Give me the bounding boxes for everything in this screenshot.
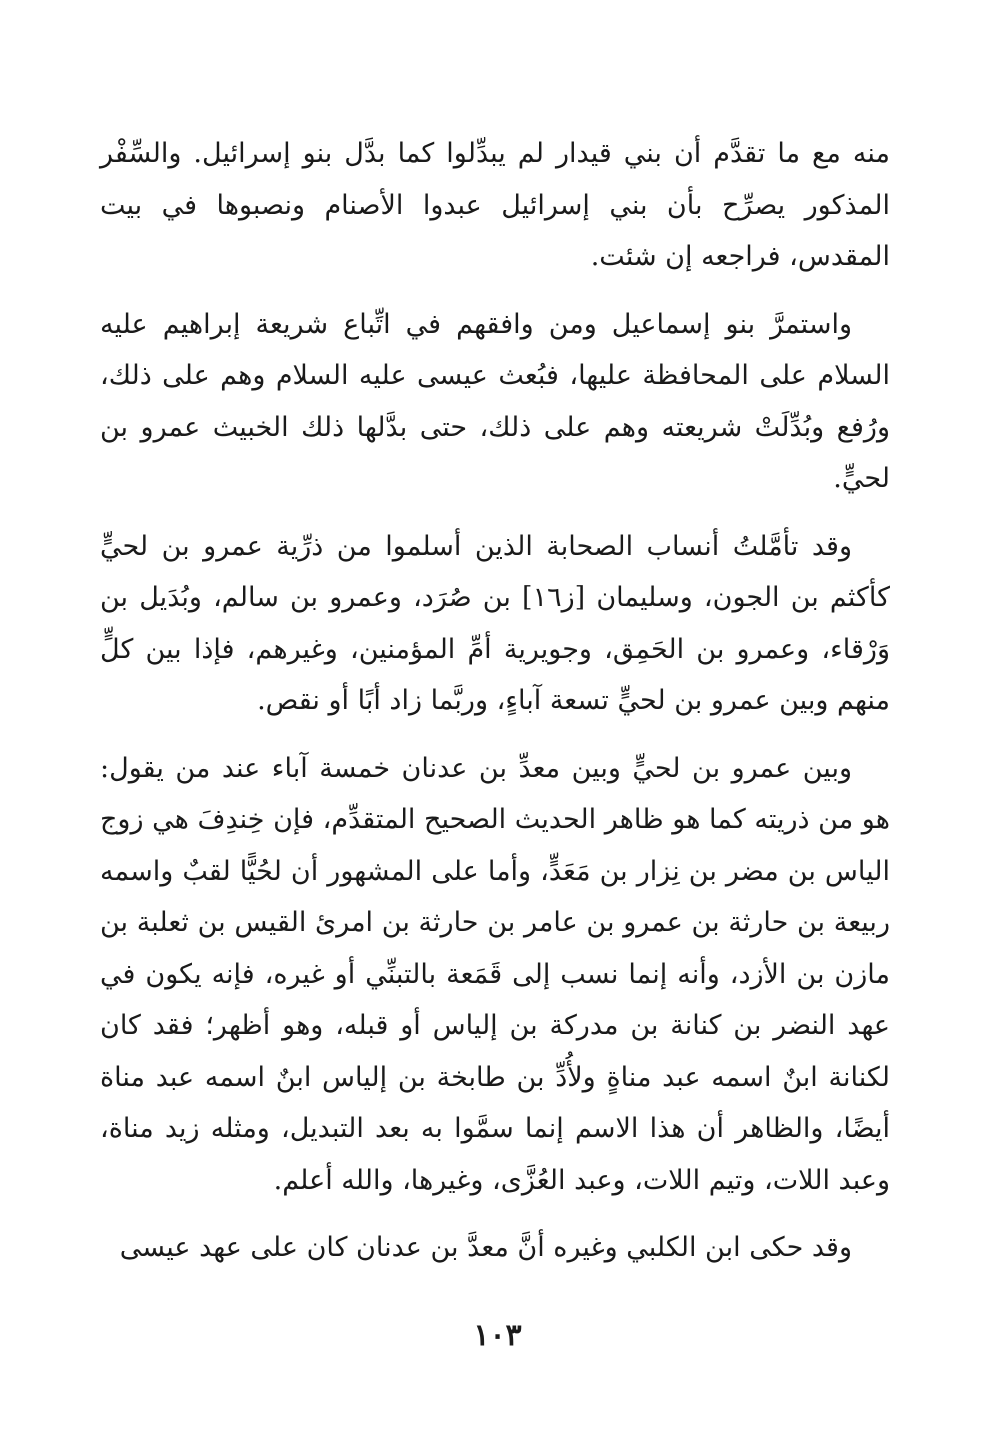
- paragraph-4: وبين عمرو بن لحيٍّ وبين معدِّ بن عدنان خمسة آباء عند من يقول: هو من ذريته كما هو ظاهر الحديث الصحيح المتقدِّم، فإن خِندِفَ هي زوج الياس بن مضر بن نِزار بن مَعَدٍّ، وأما على المشهور أن لحُيًّا لقبٌ واسمه ربيعة بن حارثة بن عمرو بن عامر بن حارثة بن امرئ القيس بن ثعلبة بن مازن بن الأزد، وأنه إنما نسب إلى قَمَعة بالتبنِّي أو غيره، فإنه يكون في عهد النضر بن كنانة بن مدركة بن إلياس أو قبله، وهو أظهر؛ فقد كان لكنانة ابنٌ اسمه عبد مناةٍ ولأُدِّ بن طابخة بن إلياس ابنٌ اسمه عبد مناة أيضًا، والظاهر أن هذا الاسم إنما سمَّوا به بعد التبديل، ومثله زيد مناة، وعبد اللات، وتيم اللات، وعبد العُزَّى، وغيرها، والله أعلم.: [100, 752, 890, 1196]
- paragraph-1: منه مع ما تقدَّم أن بني قيدار لم يبدِّلوا كما بدَّل بنو إسرائيل. والسِّفْر المذكور يصرِّح بأن بني إسرائيل عبدوا الأصنام ونصبوها في بيت المقدس، فراجعه إن شئت.: [100, 138, 890, 272]
- paragraph-5: وقد حكى ابن الكلبي وغيره أنَّ معدَّ بن عدنان كان على عهد عيسى: [119, 1232, 852, 1263]
- paragraph-2: واستمرَّ بنو إسماعيل ومن وافقهم في اتِّباع شريعة إبراهيم عليه السلام على المحافظة عليها، فبُعث عيسى عليه السلام وهم على ذلك، ورُفع وبُدِّلَتْ شريعته وهم على ذلك، حتى بدَّلها ذلك الخبيث عمرو بن لحيٍّ.: [100, 308, 890, 494]
- page-number: ١٠٣: [473, 1318, 522, 1353]
- paragraph-3: وقد تأمَّلتُ أنساب الصحابة الذين أسلموا من ذرِّية عمرو بن لحيٍّ كأكثم بن الجون، وسليمان [ز١٦] بن صُرَد، وعمرو بن سالم، وبُدَيل بن وَرْقاء، وعمرو بن الحَمِق، وجويرية أمِّ المؤمنين، وغيرهم، فإذا بين كلٍّ منهم وبين عمرو بن لحيٍّ تسعة آباءٍ، وربَّما زاد أبًا أو نقص.: [100, 530, 890, 716]
- body-text: [100, 128, 890, 1274]
